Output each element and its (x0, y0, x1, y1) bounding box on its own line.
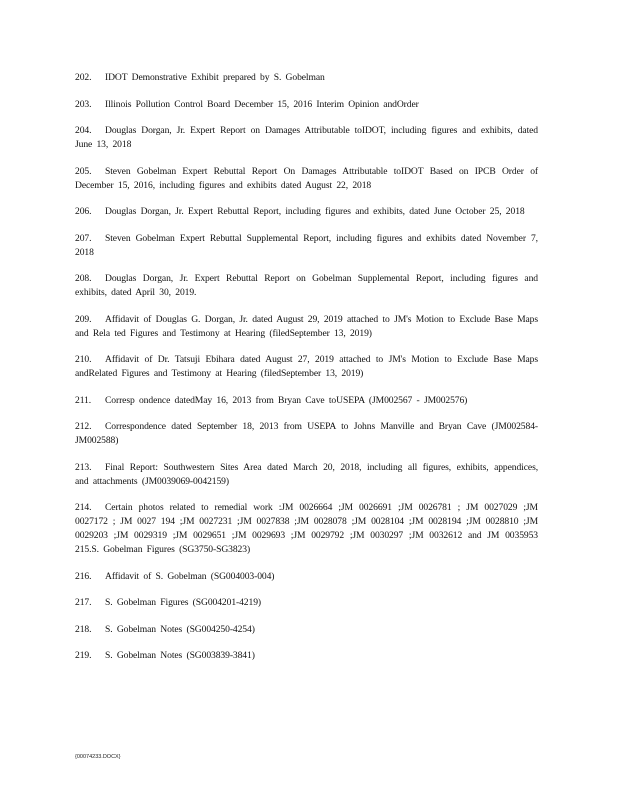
list-item (75, 71, 538, 85)
item-number: 208. (75, 273, 92, 284)
item-number: 212. (75, 421, 92, 432)
list-item (75, 623, 538, 637)
item-text: Certain photos related to remedial work :JM 0026664 ;JM 0026691 ;JM 0026781 ; JM 0027029 ;JM 0027172 ; JM 0027 194 ;JM 0027231 ;JM 0027838 ;JM 0028078 ;JM 0028104 ;JM 0028194 ;JM 0028810 ;JM 0029203 ;JM 0029319 ;JM 0029651 ;JM 0029693 ;JM 0029792 ;JM 0030297 ;JM 0032612 and JM 0035953 215.S. Gobelman Figures (SG3750-SG3823) (75, 502, 538, 555)
list-item (75, 272, 538, 300)
item-text: Affidavit of S. Gobelman (SG004003-004) (105, 570, 275, 582)
item-text: S. Gobelman Figures (SG004201-4219) (105, 597, 261, 608)
item-number: 216. (75, 570, 92, 582)
item-number: 217. (75, 597, 92, 608)
list-item (75, 570, 538, 584)
list-item (75, 501, 538, 557)
item-text: Douglas Dorgan, Jr. Expert Rebuttal Report on Gobelman Supplemental Report, including figures and exhibits, dated April 30, 2019. (75, 273, 538, 298)
list-item (75, 394, 538, 408)
list-item (75, 165, 538, 193)
item-number: 209. (75, 313, 92, 325)
item-number: 203. (75, 98, 92, 110)
item-text: Steven Gobelman Expert Rebuttal Report On Damages Attributable toIDOT Based on IPCB Order of December 15, 2016, including figures and exhibits dated August 22, 2018 (75, 165, 538, 191)
item-text: Douglas Dorgan, Jr. Expert Report on Damages Attributable toIDOT, including figures and exhibits, dated June 13, 2018 (75, 125, 538, 150)
list-item (75, 353, 538, 381)
item-number: 204. (75, 125, 92, 136)
item-number: 207. (75, 232, 92, 244)
item-number: 213. (75, 461, 92, 473)
item-text: Affidavit of Douglas G. Dorgan, Jr. dated August 29, 2019 attached to JM's Motion to Exclude Base Maps and Rela ted Figures and Testimony at Hearing (filedSeptember 13, 2019) (75, 313, 538, 339)
item-number: 205. (75, 165, 92, 177)
item-text: Correspondence dated September 18, 2013 from USEPA to Johns Manville and Bryan Cave (JM002584-JM002588) (75, 421, 538, 446)
item-text: Final Report: Southwestern Sites Area dated March 20, 2018, including all figures, exhibits, appendices, and attachments (JM0039069-0042159) (75, 461, 538, 487)
item-number: 202. (75, 72, 92, 83)
item-text: S. Gobelman Notes (SG004250-4254) (105, 623, 255, 635)
list-item (75, 461, 538, 489)
list-item (75, 98, 538, 112)
item-number: 210. (75, 354, 92, 365)
item-text: S. Gobelman Notes (SG003839-3841) (105, 650, 255, 661)
list-item (75, 420, 538, 448)
list-item (75, 205, 538, 219)
list-item (75, 649, 538, 663)
item-number: 206. (75, 206, 92, 217)
list-item (75, 596, 538, 610)
list-item (75, 124, 538, 152)
list-item (75, 232, 538, 260)
item-text: IDOT Demonstrative Exhibit prepared by S. Gobelman (105, 72, 325, 83)
item-number: 211. (75, 394, 92, 406)
item-number: 219. (75, 650, 92, 661)
item-number: 218. (75, 623, 92, 635)
document-footer: {00074233.DOCX} (75, 754, 121, 760)
item-text: Steven Gobelman Expert Rebuttal Supplemental Report, including figures and exhibits dated November 7, 2018 (75, 232, 538, 258)
item-text: Illinois Pollution Control Board December 15, 2016 Interim Opinion andOrder (105, 98, 419, 110)
item-number: 214. (75, 502, 92, 513)
item-text: Corresp ondence datedMay 16, 2013 from Bryan Cave toUSEPA (JM002567 - JM002576) (105, 394, 468, 406)
item-text: Affidavit of Dr. Tatsuji Ebihara dated August 27, 2019 attached to JM's Motion to Exclude Base Maps andRelated Figures and Testimony at Hearing (filedSeptember 13, 2019) (75, 354, 538, 379)
item-text: Douglas Dorgan, Jr. Expert Rebuttal Report, including figures and exhibits, dated June October 25, 2018 (105, 206, 525, 217)
list-item (75, 313, 538, 341)
exhibit-list (75, 71, 538, 676)
